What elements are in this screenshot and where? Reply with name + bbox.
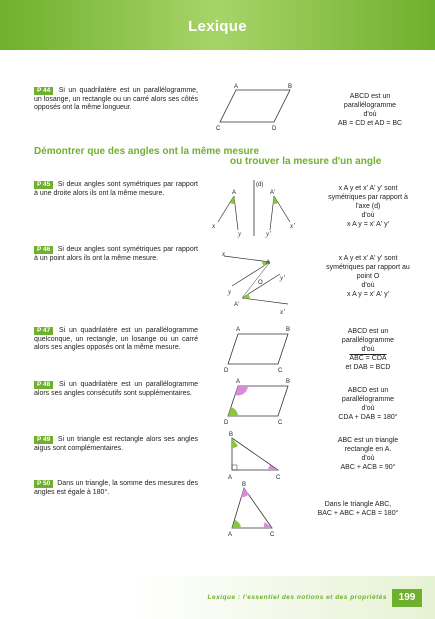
property-text: Dans un triangle, la somme des mesures des angles est égale à 180°. <box>34 480 198 496</box>
page-footer <box>0 576 435 619</box>
svg-text:D: D <box>224 420 229 426</box>
property-tag: P 45 <box>34 181 53 189</box>
svg-text:A: A <box>228 475 233 481</box>
footer-text: Lexique : l'essentiel des notions et des propriétés <box>207 594 387 601</box>
svg-text:O: O <box>258 280 263 286</box>
triangle-figure <box>226 480 286 538</box>
svg-text:x: x <box>212 222 216 230</box>
property-tag: P 50 <box>34 480 53 488</box>
property-p47 <box>34 327 198 353</box>
p44-result: ABCD est un parallélogramme d'où AB = CD et AD = BC <box>337 93 403 127</box>
property-tag: P 44 <box>34 87 53 95</box>
property-p46 <box>34 246 198 263</box>
property-p45 <box>34 181 198 198</box>
svg-text:B: B <box>229 432 234 438</box>
page-title: Lexique <box>188 18 247 35</box>
property-p48 <box>34 381 198 398</box>
property-text: Si un quadrilatère est un parallélogramme alors ses angles consécutifs sont supplémentaires. <box>34 381 198 397</box>
svg-text:C: C <box>270 532 275 538</box>
svg-text:D: D <box>272 126 277 132</box>
svg-text:y: y <box>228 288 232 296</box>
svg-text:x': x' <box>280 308 285 316</box>
svg-text:x: x <box>222 250 226 258</box>
svg-text:C: C <box>276 475 281 481</box>
svg-text:D: D <box>224 368 229 374</box>
svg-text:y': y' <box>280 274 285 282</box>
property-text: Si deux angles sont symétriques par rapport à un point alors ils ont la même mesure. <box>34 246 198 262</box>
parallelogram-consecutive-angles-figure <box>222 378 312 428</box>
property-text: Si un quadrilatère est un parallélogramme quelconque, un rectangle, un losange ou un carré alors ses angles opposés ont la même mesure. <box>34 327 198 352</box>
svg-text:A': A' <box>234 302 240 308</box>
property-text: Si deux angles sont symétriques par rapport à une droite alors ils ont la même mesure. <box>34 181 198 197</box>
svg-text:C: C <box>278 420 283 426</box>
p49-result: ABC est un triangle rectangle en A. d'où ABC + ACB = 90° <box>337 437 399 471</box>
svg-text:C: C <box>278 368 283 374</box>
svg-text:B: B <box>242 482 247 488</box>
axial-symmetry-figure <box>208 178 308 238</box>
svg-text:A: A <box>232 190 237 196</box>
p45-result: x A y et x' A' y' sont symétriques par rapport à l'axe (d) d'où x A y = x' A' y' <box>328 185 408 228</box>
svg-text:A: A <box>236 327 241 333</box>
p47-result: ABCD est un parallélogramme d'où ABC = CDA et DAB = BCD <box>341 328 395 371</box>
page-header <box>0 0 435 50</box>
property-p50 <box>34 480 198 497</box>
svg-text:B: B <box>288 84 293 90</box>
p46-result: x A y et x' A' y' sont symétriques par rapport au point O d'où x A y = x' A' y' <box>326 255 410 298</box>
svg-text:A: A <box>266 260 271 266</box>
svg-text:(d): (d) <box>256 182 264 188</box>
svg-text:A: A <box>236 379 241 385</box>
property-p44 <box>34 87 198 113</box>
property-text: Si un quadrilatère est un parallélogramme, un losange, un rectangle ou un carré alors ses côtés opposés ont la même longueur. <box>34 87 199 112</box>
central-symmetry-figure <box>218 250 308 316</box>
svg-text:C: C <box>216 126 221 132</box>
svg-text:A: A <box>228 532 233 538</box>
svg-text:y: y <box>238 230 242 238</box>
svg-text:A: A <box>234 84 239 90</box>
property-tag: P 46 <box>34 246 53 254</box>
p48-result: ABCD est un parallélogramme d'où CDA + DAB = 180° <box>338 387 398 421</box>
svg-text:B: B <box>286 379 291 385</box>
property-tag: P 47 <box>34 327 53 335</box>
svg-text:A': A' <box>270 190 276 196</box>
section-title-line1: Démontrer que des angles ont la même mesure <box>34 146 260 157</box>
property-text: Si un triangle est rectangle alors ses angles aigus sont complémentaires. <box>34 436 198 452</box>
property-tag: P 49 <box>34 436 53 444</box>
parallelogram-opposite-angles-figure <box>222 326 312 376</box>
right-triangle-figure <box>224 432 314 482</box>
page-number: 199 <box>392 589 422 607</box>
section-title-line2: ou trouver la mesure d'un angle <box>230 156 382 167</box>
property-p49 <box>34 436 198 453</box>
p50-result: Dans le triangle ABC, BAC + ABC + ACB = 180° <box>317 501 399 517</box>
parallelogram-figure <box>212 84 312 132</box>
svg-text:B: B <box>286 327 291 333</box>
svg-text:x': x' <box>290 222 295 230</box>
property-tag: P 48 <box>34 381 53 389</box>
svg-text:y': y' <box>266 230 271 238</box>
